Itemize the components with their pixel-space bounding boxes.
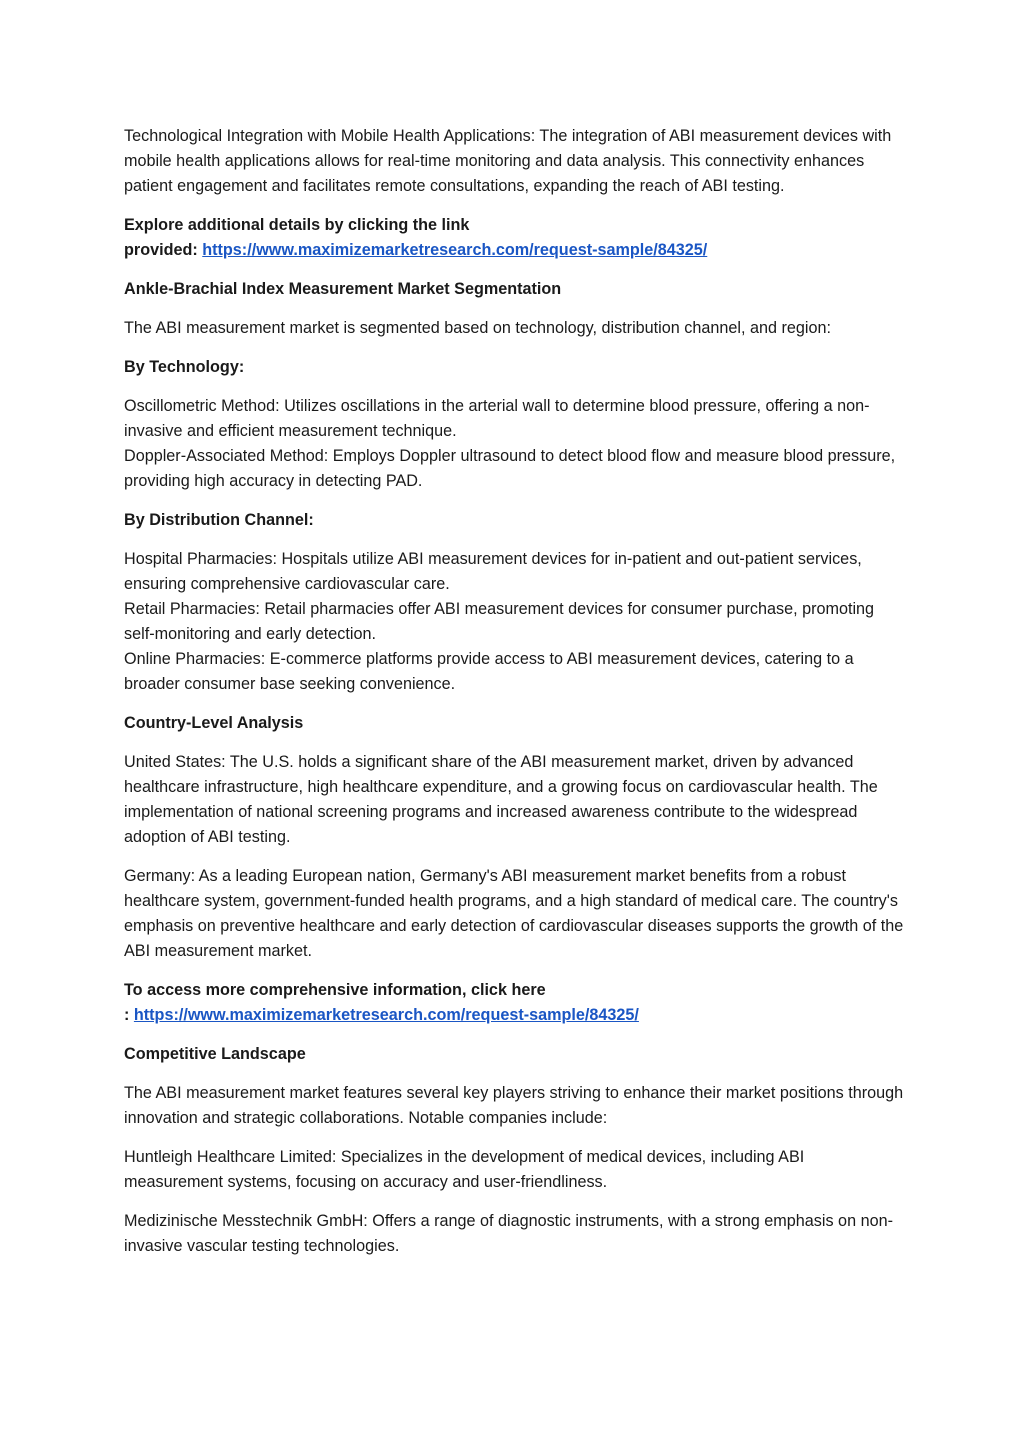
access-callout (124, 978, 904, 1028)
access-line-2-prefix: : (124, 1006, 134, 1024)
paragraph-segmentation-intro: The ABI measurement market is segmented based on technology, distribution channel, and region: (124, 319, 831, 337)
heading-country-analysis: Country-Level Analysis (124, 714, 304, 732)
explore-line-2-prefix: provided: (124, 241, 203, 259)
paragraph-huntleigh: Huntleigh Healthcare Limited: Specializes in the development of medical devices, including ABI measurement systems, focusing on accuracy and user-friendliness. (124, 1148, 805, 1191)
paragraph-doppler: Doppler-Associated Method: Employs Doppler ultrasound to detect blood flow and measure blood pressure, providing high accuracy in detecting PAD. (124, 447, 896, 490)
explore-line-1: Explore additional details by clicking the link (124, 216, 470, 234)
request-sample-link-2[interactable]: https://www.maximizemarketresearch.com/request-sample/84325/ (133, 1006, 639, 1024)
document-page (124, 124, 904, 1259)
explore-callout (124, 213, 904, 263)
request-sample-link-1[interactable]: https://www.maximizemarketresearch.com/request-sample/84325/ (202, 241, 708, 259)
paragraph-online-pharmacies: Online Pharmacies: E-commerce platforms provide access to ABI measurement devices, catering to a broader consumer base seeking convenience. (124, 650, 854, 693)
heading-competitive-landscape: Competitive Landscape (124, 1045, 306, 1063)
paragraph-oscillometric: Oscillometric Method: Utilizes oscillations in the arterial wall to determine blood pressure, offering a non-invasive and efficient measurement technique. (124, 397, 870, 440)
heading-segmentation: Ankle-Brachial Index Measurement Market Segmentation (124, 280, 562, 298)
heading-by-technology: By Technology: (124, 358, 245, 376)
paragraph-tech-integration: Technological Integration with Mobile Health Applications: The integration of ABI measurement devices with mobile health applications allows for real-time monitoring and data analysis. This connectivity enhances patient engagement and facilitates remote consultations, expanding the reach of ABI testing. (124, 127, 892, 195)
paragraph-hospital-pharmacies: Hospital Pharmacies: Hospitals utilize ABI measurement devices for in-patient and out-patient services, ensuring comprehensive cardiovascular care. (124, 550, 862, 593)
access-line-1: To access more comprehensive information, click here (124, 981, 546, 999)
paragraph-united-states: United States: The U.S. holds a significant share of the ABI measurement market, driven by advanced healthcare infrastructure, high healthcare expenditure, and a growing focus on cardiovascular health. The implementation of national screening programs and increased awareness contribute to the widespread adoption of ABI testing. (124, 753, 878, 846)
heading-by-distribution: By Distribution Channel: (124, 511, 314, 529)
paragraph-competitive-intro: The ABI measurement market features several key players striving to enhance their market positions through innovation and strategic collaborations. Notable companies include: (124, 1084, 904, 1127)
paragraph-medizinische: Medizinische Messtechnik GmbH: Offers a range of diagnostic instruments, with a strong emphasis on non-invasive vascular testing technologies. (124, 1212, 893, 1255)
paragraph-retail-pharmacies: Retail Pharmacies: Retail pharmacies offer ABI measurement devices for consumer purchase, promoting self-monitoring and early detection. (124, 600, 875, 643)
paragraph-germany: Germany: As a leading European nation, Germany's ABI measurement market benefits from a robust healthcare system, government-funded health programs, and a high standard of medical care. The country's emphasis on preventive healthcare and early detection of cardiovascular diseases supports the growth of the ABI measurement market. (124, 867, 904, 960)
